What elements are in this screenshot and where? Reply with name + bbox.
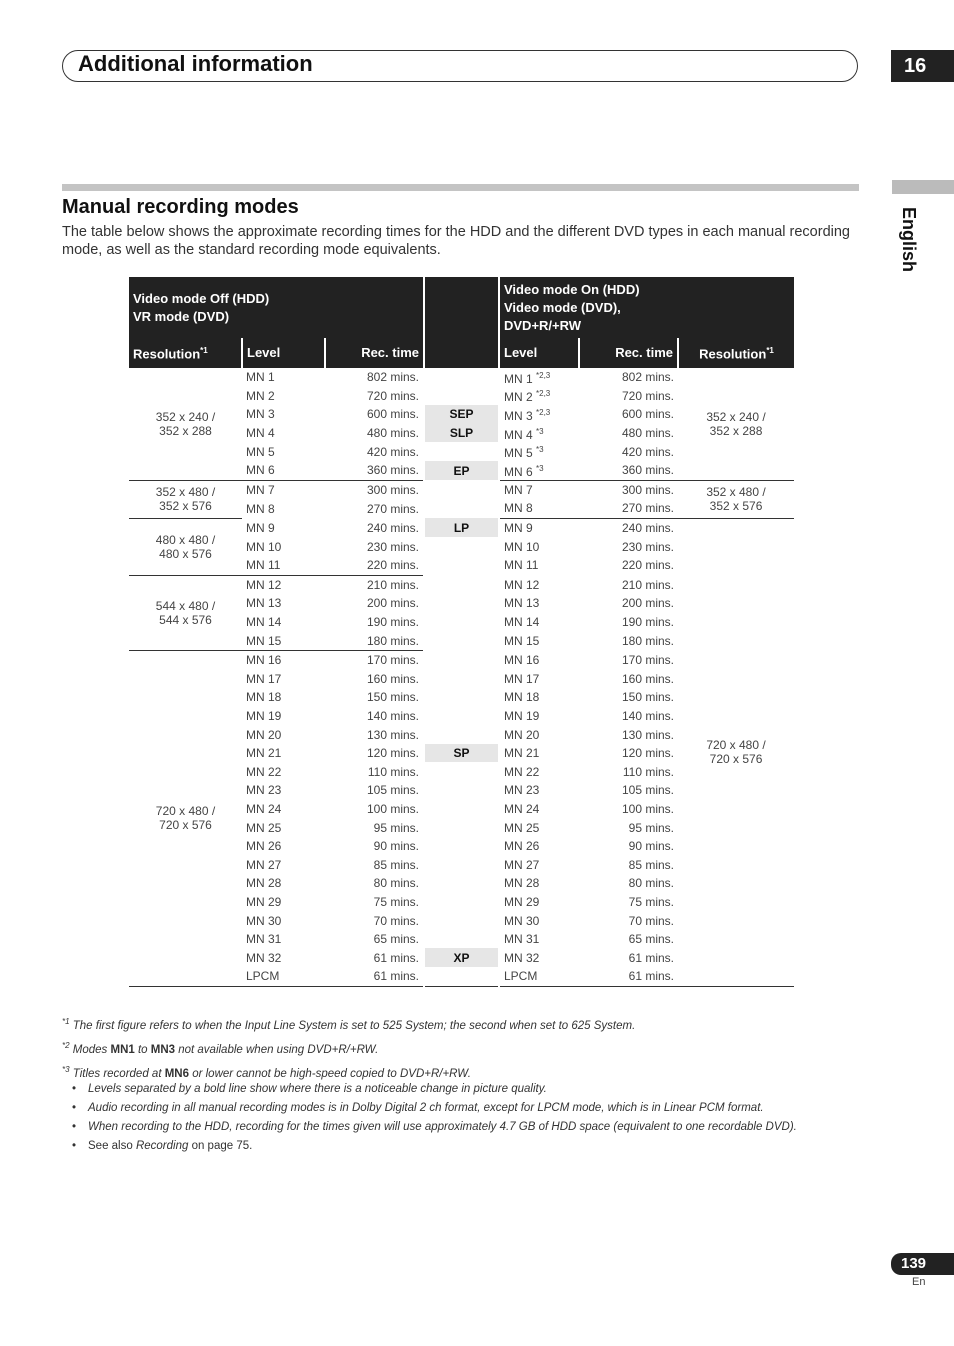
level-right: MN 5 $^{*3}$ <box>504 445 544 461</box>
level-left: MN 2 <box>246 388 275 403</box>
footnote-ref: *3 <box>536 445 544 455</box>
section-title: Manual recording modes <box>62 196 299 218</box>
rectime-right: 210 mins. <box>621 577 674 592</box>
level-right: MN 13 <box>504 596 540 611</box>
rectime-right: 720 mins. <box>621 388 674 403</box>
note-item: • Levels separated by a bold line show where there is a noticeable change in picture quality. <box>72 1080 902 1099</box>
level-left: MN 13 <box>246 596 282 611</box>
col-resolution-left: Resolution$^{*1}$ <box>129 338 242 368</box>
standard-mode-empty <box>424 480 499 499</box>
standard-mode-empty <box>424 688 499 707</box>
rectime-left: 100 mins. <box>366 801 419 816</box>
rectime-right: 120 mins. <box>621 746 674 761</box>
level-right: MN 9 <box>504 521 533 536</box>
rectime-left: 220 mins. <box>325 556 424 575</box>
level-right: MN 14 <box>504 615 540 630</box>
level-left: MN 18 <box>246 690 282 705</box>
rectime-left: 90 mins. <box>373 839 419 854</box>
rectime-left: 300 mins. <box>325 480 424 499</box>
resolution-right: 720 x 480 / 720 x 576 <box>678 518 794 986</box>
group-right-line: DVD+R/+RW <box>504 317 582 333</box>
table-row <box>129 480 794 499</box>
standard-mode-empty <box>424 575 499 594</box>
col-level-left: Level <box>242 338 325 368</box>
footnote-ref: *2,3 <box>536 370 551 380</box>
rectime-left: 70 mins. <box>373 913 419 928</box>
rectime-left: 110 mins. <box>367 764 419 779</box>
page-language: En <box>912 1276 926 1288</box>
level-right: MN 25 <box>504 820 540 835</box>
notes-list <box>72 1080 902 1156</box>
level-right: MN 23 <box>504 783 540 798</box>
rectime-right: 160 mins. <box>621 671 674 686</box>
level-left: MN 30 <box>246 913 282 928</box>
rectime-left: 480 mins. <box>366 426 419 441</box>
rectime-left: 230 mins. <box>366 539 419 554</box>
group-right-line: Video mode On (HDD) <box>504 281 640 297</box>
level-left: MN 22 <box>246 764 282 779</box>
rectime-right: 105 mins. <box>621 783 674 798</box>
level-left: MN 20 <box>246 727 282 742</box>
level-right: MN 7 <box>504 482 533 497</box>
rectime-left: 420 mins. <box>366 444 419 459</box>
level-right: MN 1 $^{*2,3}$ <box>504 370 551 386</box>
level-left: MN 5 <box>246 444 275 459</box>
rectime-right: 802 mins. <box>621 370 674 385</box>
standard-mode-empty <box>424 556 499 575</box>
standard-mode-empty <box>424 537 499 556</box>
standard-mode-empty <box>424 707 499 726</box>
rectime-left: 200 mins. <box>366 596 419 611</box>
level-left: MN 16 <box>246 653 282 668</box>
level-right: MN 20 <box>504 727 540 742</box>
footnote-ref: *2,3 <box>536 389 551 399</box>
level-left: MN 32 <box>246 950 282 965</box>
level-left: MN 19 <box>246 708 282 723</box>
standard-mode-badge: SLP <box>424 424 499 443</box>
note-item: • Audio recording in all manual recording modes is in Dolby Digital 2 ch format, except for LPCM mode, which is in Linear PCM format. <box>72 1099 902 1118</box>
table-row <box>129 368 794 387</box>
level-right: MN 3 $^{*2,3}$ <box>504 407 551 423</box>
level-right: MN 17 <box>504 671 540 686</box>
rectime-right: 220 mins. <box>621 558 674 573</box>
standard-mode-empty <box>424 650 499 669</box>
level-left: MN 9 <box>246 520 275 535</box>
level-right: MN 10 <box>504 539 540 554</box>
rectime-right: 240 mins. <box>621 521 674 536</box>
standard-mode-empty <box>424 499 499 518</box>
level-left: MN 28 <box>246 876 282 891</box>
footnote-2: $^{*2}$ Modes MN1 to MN3 not available when using DVD+R/+RW. <box>62 1040 379 1056</box>
rectime-right: 70 mins. <box>628 913 674 928</box>
level-right: MN 18 <box>504 690 540 705</box>
group-right-line: Video mode (DVD), <box>504 299 621 315</box>
chapter-number: 16 <box>891 50 954 82</box>
level-right: MN 4 $^{*3}$ <box>504 426 544 442</box>
rectime-right: 150 mins. <box>621 690 674 705</box>
rectime-right: 480 mins. <box>621 426 674 441</box>
col-rectime-left: Rec. time <box>325 338 424 368</box>
rectime-left: 210 mins. <box>366 577 419 592</box>
footnote-3: $^{*3}$ Titles recorded at MN6 or lower cannot be high-speed copied to DVD+R/+RW. <box>62 1064 471 1080</box>
level-right: MN 15 <box>504 633 540 648</box>
rectime-right: 230 mins. <box>621 539 674 554</box>
standard-mode-badge: SP <box>424 744 499 763</box>
level-left: MN 24 <box>246 801 282 816</box>
level-left: MN 6 <box>242 461 325 480</box>
standard-mode-empty <box>424 818 499 837</box>
footnote-ref: *2,3 <box>536 407 551 417</box>
level-right: MN 24 <box>504 801 540 816</box>
table-row <box>129 518 794 537</box>
rectime-left: 720 mins. <box>366 388 419 403</box>
standard-mode-empty <box>424 368 499 387</box>
rectime-right: 100 mins. <box>621 801 674 816</box>
standard-mode-empty <box>424 594 499 613</box>
standard-mode-empty <box>424 855 499 874</box>
col-level-right: Level <box>499 338 579 368</box>
level-right: MN 6 $^{*3}$ <box>499 461 579 480</box>
resolution-left: 352 x 480 / 352 x 576 <box>129 480 242 518</box>
rectime-right: 61 mins. <box>579 967 678 986</box>
standard-mode-empty <box>424 930 499 949</box>
rectime-right: 75 mins. <box>628 894 674 909</box>
rectime-left: 120 mins. <box>366 746 419 761</box>
level-right: MN 21 <box>504 746 540 761</box>
rectime-left: 180 mins. <box>325 631 424 650</box>
standard-mode-empty <box>424 911 499 930</box>
rectime-right: 85 mins. <box>628 857 674 872</box>
footnote-ref: *3 <box>536 463 544 473</box>
recording-link[interactable]: Recording <box>135 1140 189 1152</box>
rectime-right: 65 mins. <box>628 932 674 947</box>
rectime-left: 150 mins. <box>366 690 419 705</box>
group-left-line: Video mode Off (HDD) <box>133 290 270 306</box>
standard-mode-empty <box>424 837 499 856</box>
section-rule <box>62 184 859 191</box>
group-header-left <box>129 277 424 338</box>
level-right: MN 28 <box>504 876 540 891</box>
rectime-left: 600 mins. <box>366 407 419 422</box>
rectime-left: 802 mins. <box>366 370 419 385</box>
level-right: MN 11 <box>504 558 539 573</box>
standard-mode-empty <box>424 874 499 893</box>
rectime-right: 600 mins. <box>621 407 674 422</box>
level-left: MN 27 <box>246 857 282 872</box>
page-number: 139 <box>891 1253 954 1275</box>
note-item: • When recording to the HDD, recording for the times given will use approximately 4.7 GB of HDD space (equivalent to one recordable DVD). <box>72 1118 902 1137</box>
rectime-left: 360 mins. <box>325 461 424 480</box>
level-left: MN 31 <box>246 932 282 947</box>
level-left: MN 3 <box>246 407 275 422</box>
level-right: MN 22 <box>504 764 540 779</box>
resolution-left: 480 x 480 / 480 x 576 <box>129 518 242 575</box>
rectime-right: 420 mins. <box>621 444 674 459</box>
level-right: MN 29 <box>504 894 540 909</box>
resolution-right: 352 x 240 / 352 x 288 <box>706 409 766 438</box>
rectime-left: 190 mins. <box>366 615 419 630</box>
rectime-left: 61 mins. <box>373 950 419 965</box>
level-right: MN 8 <box>499 499 579 518</box>
level-left: MN 14 <box>246 615 282 630</box>
group-left-line: VR mode (DVD) <box>133 308 230 324</box>
level-left: MN 1 <box>246 370 275 385</box>
level-left: MN 7 <box>242 480 325 499</box>
standard-mode-empty <box>424 613 499 632</box>
rectime-left: 170 mins. <box>366 653 419 668</box>
rectime-right: 200 mins. <box>621 596 674 611</box>
standard-mode-empty <box>424 967 499 986</box>
level-right: MN 12 <box>504 577 540 592</box>
rectime-left: 85 mins. <box>373 857 419 872</box>
standard-mode-badge: LP <box>424 518 499 537</box>
standard-mode-badge: XP <box>424 948 499 967</box>
rectime-left: 65 mins. <box>373 932 419 947</box>
rectime-left: 95 mins. <box>373 820 419 835</box>
level-right: MN 26 <box>504 839 540 854</box>
language-side-label: English <box>899 207 919 273</box>
footnote-1: $^{*1}$ The first figure refers to when the Input Line System is set to 525 System; the second when set to 625 System. <box>62 1017 636 1032</box>
rectime-right: 190 mins. <box>621 615 674 630</box>
level-right: MN 31 <box>504 932 540 947</box>
rectime-left: 240 mins. <box>366 520 419 535</box>
rectime-right: 80 mins. <box>628 876 674 891</box>
resolution-right: 352 x 480 / 352 x 576 <box>678 480 794 518</box>
rectime-left: 61 mins. <box>325 967 424 986</box>
resolution-left: 720 x 480 / 720 x 576 <box>129 650 242 986</box>
rectime-right: 140 mins. <box>621 708 674 723</box>
level-right: LPCM <box>499 967 579 986</box>
level-left: MN 10 <box>246 539 282 554</box>
standard-mode-empty <box>424 893 499 912</box>
note-item: • See also Recording on page 75. <box>72 1137 902 1156</box>
level-left: MN 26 <box>246 839 282 854</box>
footnote-ref: *3 <box>536 426 544 436</box>
chapter-title: Additional information <box>78 51 313 76</box>
rectime-right: 110 mins. <box>622 764 674 779</box>
standard-mode-empty <box>424 631 499 650</box>
standard-mode-empty <box>424 387 499 406</box>
rectime-left: 130 mins. <box>366 727 419 742</box>
standard-mode-header <box>424 277 499 368</box>
rectime-left: 270 mins. <box>366 501 419 516</box>
level-right: MN 30 <box>504 913 540 928</box>
col-resolution-right: Resolution$^{*1}$ <box>678 338 794 368</box>
rectime-right: 180 mins. <box>621 633 674 648</box>
col-rectime-right: Rec. time <box>579 338 678 368</box>
rectime-right: 90 mins. <box>628 839 674 854</box>
group-header-right <box>499 277 794 338</box>
rectime-left: 75 mins. <box>373 894 419 909</box>
level-right: MN 16 <box>504 652 540 667</box>
resolution-left: 352 x 240 / 352 x 288 <box>155 409 216 438</box>
rectime-right: 130 mins. <box>621 727 674 742</box>
standard-mode-badge: SEP <box>424 405 499 424</box>
standard-mode-empty <box>424 442 499 461</box>
rectime-left: 160 mins. <box>366 671 419 686</box>
intro-paragraph: The table below shows the approximate recording times for the HDD and the different DVD types in each manual recording mode, as well as the standard recording mode equivalents. <box>62 224 850 258</box>
level-left: MN 12 <box>246 577 282 592</box>
standard-mode-empty <box>424 725 499 744</box>
recording-modes-table <box>129 277 794 987</box>
level-left: MN 29 <box>246 894 282 909</box>
level-left: MN 11 <box>242 556 325 575</box>
level-right: MN 27 <box>504 857 540 872</box>
resolution-left: 544 x 480 / 544 x 576 <box>129 575 242 650</box>
rectime-left: 140 mins. <box>366 708 419 723</box>
level-right: MN 2 $^{*2,3}$ <box>504 389 551 405</box>
rectime-right: 360 mins. <box>579 461 678 480</box>
rectime-right: 95 mins. <box>628 820 674 835</box>
standard-mode-badge: EP <box>424 461 499 480</box>
level-left: MN 17 <box>246 671 282 686</box>
rectime-right: 270 mins. <box>579 499 678 518</box>
level-right: MN 19 <box>504 708 540 723</box>
level-left: MN 21 <box>246 746 282 761</box>
level-left: MN 25 <box>246 820 282 835</box>
standard-mode-empty <box>424 781 499 800</box>
standard-mode-empty <box>424 800 499 819</box>
rectime-right: 61 mins. <box>628 950 674 965</box>
side-tab <box>892 180 954 194</box>
level-left: MN 15 <box>242 631 325 650</box>
rectime-right: 170 mins. <box>621 652 674 667</box>
standard-mode-empty <box>424 762 499 781</box>
rectime-left: 105 mins. <box>366 783 419 798</box>
level-right: MN 32 <box>504 950 540 965</box>
level-left: LPCM <box>242 967 325 986</box>
level-left: MN 23 <box>246 783 282 798</box>
level-left: MN 8 <box>246 501 275 516</box>
rectime-right: 300 mins. <box>621 482 674 497</box>
standard-mode-empty <box>424 670 499 689</box>
level-left: MN 4 <box>246 426 275 441</box>
rectime-left: 80 mins. <box>373 876 419 891</box>
footnotes <box>62 1012 892 1083</box>
